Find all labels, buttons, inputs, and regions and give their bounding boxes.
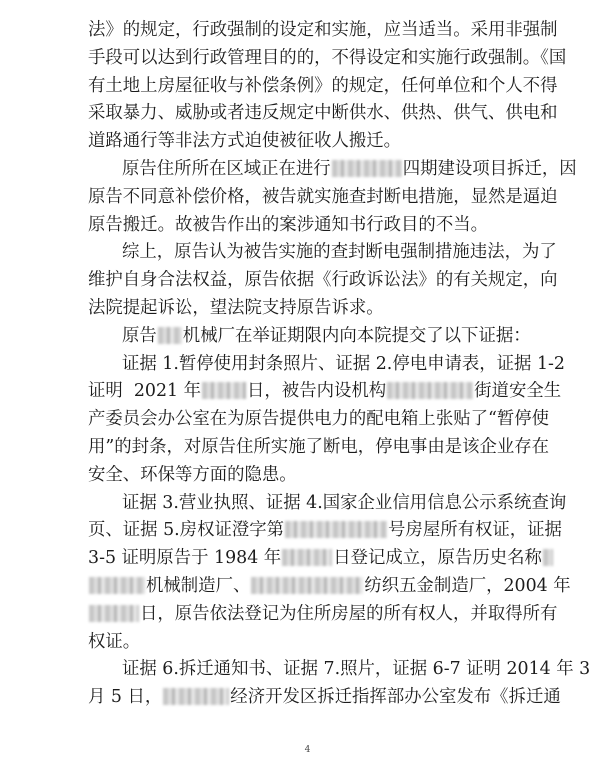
text-line	[0, 632, 615, 652]
text-segment: 原告	[122, 326, 157, 346]
text-segment: 3-5 证明原告于 1984 年	[88, 548, 282, 568]
text-line	[0, 187, 615, 207]
redaction-mask	[282, 549, 332, 566]
text-segment: 证明 2021 年	[88, 381, 202, 401]
text-segment: 号房屋所有权证，证据	[388, 520, 562, 540]
redaction-mask	[89, 605, 139, 622]
text-line	[0, 548, 615, 568]
text-segment: 法》的规定，行政强制的设定和实施，应当适当。采用非强制	[88, 20, 558, 40]
redaction-mask	[251, 577, 363, 594]
text-segment: 有土地上房屋征收与补偿条例》的规定，任何单位和个人不得	[88, 76, 558, 96]
redaction-mask	[202, 382, 246, 399]
text-line	[0, 576, 615, 596]
text-line	[0, 381, 615, 401]
text-segment: 道路通行等非法方式迫使被征收人搬迁。	[88, 131, 402, 151]
text-segment: 街道安全生	[474, 381, 562, 401]
text-line	[0, 215, 615, 235]
text-segment: 产委员会办公室在为原告提供电力的配电箱上张贴了“暂停使	[88, 409, 550, 429]
text-segment: 维护自身合法权益，原告依据《行政诉讼法》的有关规定，向	[88, 270, 558, 290]
text-segment: 法院提起诉讼，望法院支持原告诉求。	[88, 298, 384, 318]
text-line	[0, 242, 615, 262]
text-line	[0, 326, 615, 346]
text-segment: 页、证据 5.房权证澄字第	[88, 520, 285, 540]
text-segment: 月 5 日，	[88, 687, 163, 707]
text-line	[0, 354, 615, 374]
text-segment: 原告不同意补偿价格，被告就实施查封断电措施，显然是逼迫	[88, 187, 558, 207]
text-segment: 机械厂在举证期限内向本院提交了以下证据：	[182, 326, 531, 346]
text-line	[0, 76, 615, 96]
text-segment: 证据 6.拆迁通知书、证据 7.照片，证据 6-7 证明 2014 年 3	[122, 659, 591, 679]
text-segment: 日登记成立，原告历史名称	[333, 548, 542, 568]
text-line	[0, 437, 615, 457]
text-segment: 日，被告内设机构	[247, 381, 387, 401]
text-segment: 证据 1.暂停使用封条照片、证据 2.停电申请表，证据 1-2	[122, 354, 565, 374]
text-line	[0, 159, 615, 179]
text-segment: 纺织五金制造厂，2004 年	[364, 576, 571, 596]
text-line	[0, 48, 615, 68]
text-line	[0, 465, 615, 485]
redaction-mask	[89, 577, 145, 594]
text-line	[0, 103, 615, 123]
text-line	[0, 604, 615, 624]
text-segment: 原告住所所在区域正在进行	[122, 159, 331, 179]
text-line	[0, 270, 615, 290]
text-line	[0, 493, 615, 513]
text-line	[0, 298, 615, 318]
text-segment: 安全、环保等方面的隐患。	[88, 465, 297, 485]
text-segment: 综上，原告认为被告实施的查封断电强制措施违法，为了	[122, 242, 557, 262]
text-segment: 采取暴力、威胁或者违反规定中断供水、供热、供气、供电和	[88, 103, 558, 123]
text-line	[0, 659, 615, 679]
text-line	[0, 131, 615, 151]
redaction-mask	[332, 160, 402, 177]
text-segment: 手段可以达到行政管理目的的，不得设定和实施行政强制。《国	[88, 48, 567, 68]
text-segment: 日，原告依法登记为住所房屋的所有权人，并取得所有	[140, 604, 558, 624]
redaction-mask	[158, 327, 182, 344]
redaction-mask	[543, 549, 553, 566]
redaction-mask	[387, 382, 473, 399]
text-segment: 经济开发区拆迁指挥部办公室发布《拆迁通	[230, 687, 561, 707]
text-segment: 证据 3.营业执照、证据 4.国家企业信用信息公示系统查询	[122, 493, 567, 513]
redaction-mask	[163, 688, 229, 705]
text-line	[0, 687, 615, 707]
text-line	[0, 20, 615, 40]
text-segment: 原告搬迁。故被告作出的案涉通知书行政目的不当。	[88, 215, 488, 235]
page-number: 4	[304, 745, 311, 755]
text-segment: 用”的封条，对原告住所实施了断电，停电事由是该企业存在	[88, 437, 550, 457]
redaction-mask	[285, 521, 387, 538]
text-segment: 四期建设项目拆迁，因	[402, 159, 577, 179]
text-line	[0, 520, 615, 540]
text-line	[0, 409, 615, 429]
text-segment: 机械制造厂、	[146, 576, 251, 596]
text-segment: 权证。	[88, 632, 141, 652]
